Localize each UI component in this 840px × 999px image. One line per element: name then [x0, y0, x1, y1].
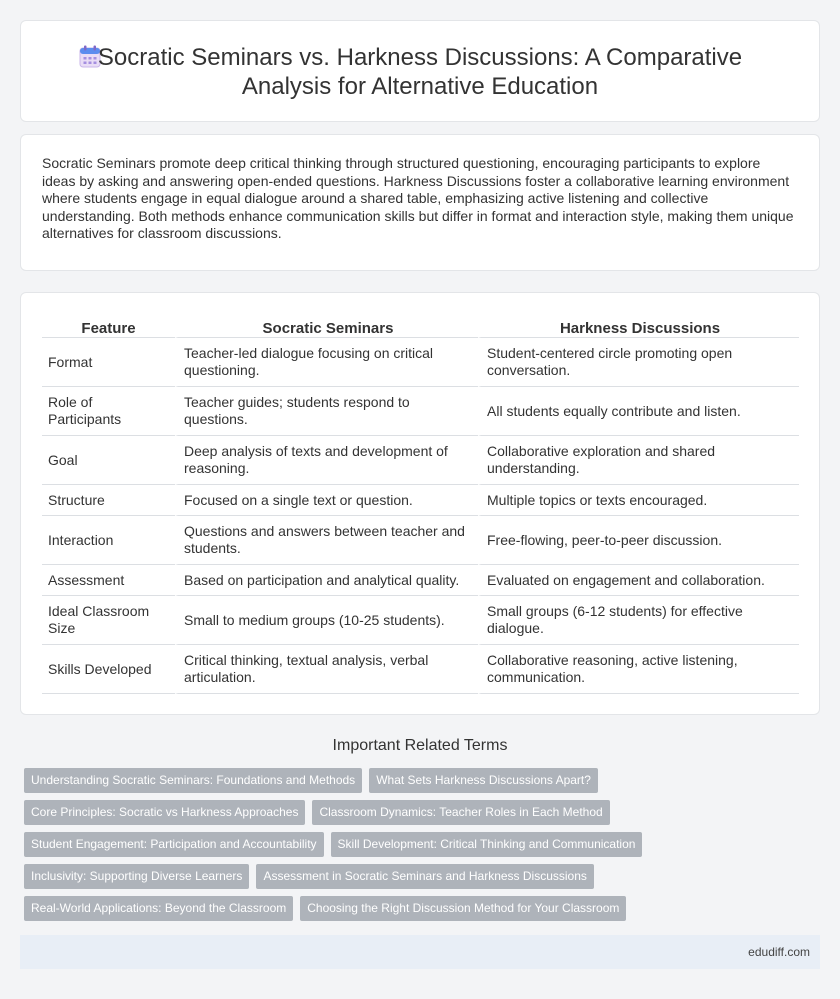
table-cell-socratic: Small to medium groups (10-25 students). — [175, 596, 478, 645]
table-cell-socratic: Questions and answers between teacher and students. — [175, 516, 478, 565]
table-cell-harkness: Small groups (6-12 students) for effective dialogue. — [478, 596, 799, 645]
table-row — [42, 338, 799, 387]
table-row — [42, 565, 799, 596]
related-term-tag[interactable]: Classroom Dynamics: Teacher Roles in Each Method — [312, 800, 609, 825]
related-terms-list — [24, 768, 824, 928]
table-cell-harkness: Multiple topics or texts encouraged. — [478, 485, 799, 516]
related-term-tag[interactable]: Core Principles: Socratic vs Harkness Approaches — [24, 800, 305, 825]
table-cell-harkness: All students equally contribute and listen. — [478, 387, 799, 436]
table-cell-socratic: Critical thinking, textual analysis, verbal articulation. — [175, 645, 478, 694]
table-row — [42, 596, 799, 645]
footer — [20, 935, 820, 969]
table-row — [42, 485, 799, 516]
table-header-harkness: Harkness Discussions — [478, 316, 799, 338]
related-term-tag[interactable]: Real-World Applications: Beyond the Classroom — [24, 896, 293, 921]
comparison-table-card — [20, 292, 820, 715]
intro-paragraph: Socratic Seminars promote deep critical thinking through structured questioning, encouraging participants to explore ideas by asking and answering open-ended questions. Harkness Discussions foster a collaborative learning environment where students engage in equal dialogue around a shared table, emphasizing active listening and collective understanding. Both methods enhance communication skills but differ in format and interaction style, making them unique alternatives for classroom discussions. — [42, 155, 794, 242]
page-title — [21, 43, 819, 101]
table-cell-feature: Ideal Classroom Size — [42, 596, 175, 645]
table-row — [42, 436, 799, 485]
related-term-tag[interactable]: Skill Development: Critical Thinking and Communication — [331, 832, 643, 857]
table-cell-harkness: Evaluated on engagement and collaboration. — [478, 565, 799, 596]
footer-site-link[interactable]: edudiff.com — [748, 945, 810, 959]
table-cell-socratic: Based on participation and analytical quality. — [175, 565, 478, 596]
page-title-line-1: Socratic Seminars vs. Harkness Discussions: A Comparative — [97, 44, 743, 71]
page-title-line-2: Analysis for Alternative Education — [241, 73, 599, 100]
table-cell-socratic: Deep analysis of texts and development of reasoning. — [175, 436, 478, 485]
related-term-tag[interactable]: Assessment in Socratic Seminars and Harkness Discussions — [256, 864, 593, 889]
table-cell-feature: Structure — [42, 485, 175, 516]
table-row — [42, 645, 799, 694]
table-cell-feature: Interaction — [42, 516, 175, 565]
related-terms-title: Important Related Terms — [332, 737, 508, 754]
table-cell-feature: Role of Participants — [42, 387, 175, 436]
table-cell-socratic: Teacher guides; students respond to questions. — [175, 387, 478, 436]
related-term-tag[interactable]: Inclusivity: Supporting Diverse Learners — [24, 864, 249, 889]
table-cell-feature: Skills Developed — [42, 645, 175, 694]
table-row — [42, 387, 799, 436]
comparison-table — [42, 316, 799, 694]
table-cell-feature: Goal — [42, 436, 175, 485]
related-term-tag[interactable]: Student Engagement: Participation and Accountability — [24, 832, 324, 857]
table-cell-feature: Format — [42, 338, 175, 387]
table-cell-socratic: Teacher-led dialogue focusing on critical questioning. — [175, 338, 478, 387]
related-term-tag[interactable]: Understanding Socratic Seminars: Foundations and Methods — [24, 768, 362, 793]
intro-card — [20, 134, 820, 271]
table-cell-harkness: Student-centered circle promoting open conversation. — [478, 338, 799, 387]
table-header-socratic: Socratic Seminars — [175, 316, 478, 338]
table-header-row — [42, 316, 799, 338]
title-card — [20, 20, 820, 122]
table-cell-harkness: Free-flowing, peer-to-peer discussion. — [478, 516, 799, 565]
table-row — [42, 516, 799, 565]
table-cell-socratic: Focused on a single text or question. — [175, 485, 478, 516]
related-term-tag[interactable]: Choosing the Right Discussion Method for Your Classroom — [300, 896, 626, 921]
related-term-tag[interactable]: What Sets Harkness Discussions Apart? — [369, 768, 598, 793]
table-header-feature: Feature — [42, 316, 175, 338]
table-cell-harkness: Collaborative reasoning, active listening, communication. — [478, 645, 799, 694]
table-cell-feature: Assessment — [42, 565, 175, 596]
table-cell-harkness: Collaborative exploration and shared understanding. — [478, 436, 799, 485]
